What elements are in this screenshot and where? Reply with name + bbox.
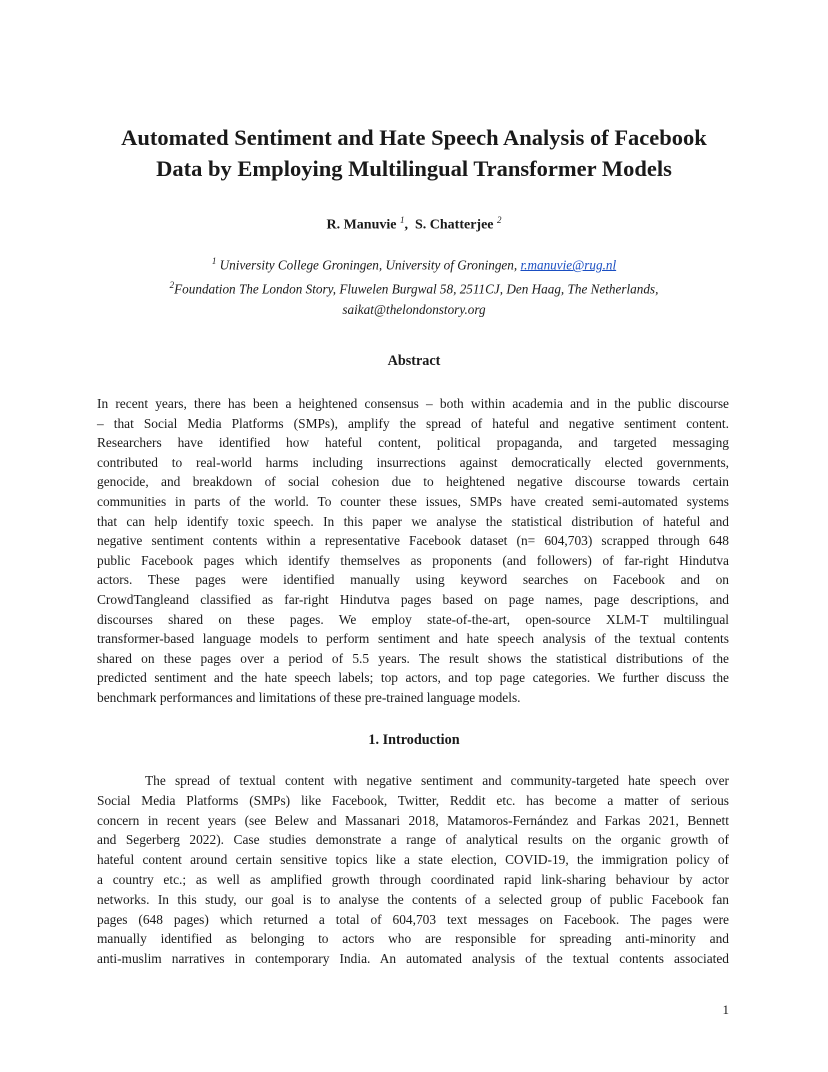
abstract-heading: Abstract xyxy=(387,353,441,369)
intro-line: The spread of textual content with negative sentiment and community-targeted hate speech over xyxy=(145,773,729,788)
affiliation-marker: 1 xyxy=(399,215,405,225)
affiliations xyxy=(60,251,768,320)
abstract-line: shared on these pages over a period of 5.5 years. The result shows the statistical distributions of the xyxy=(97,650,729,666)
abstract-line: – that Social Media Platforms (SMPs), amplify the spread of hateful and negative sentiment content. xyxy=(97,415,729,431)
affiliation-marker: 1 xyxy=(211,256,217,266)
introduction-body xyxy=(97,771,729,969)
page-number: 1 xyxy=(722,1002,729,1017)
intro-line: concern in recent years (see Belew and Massanari 2018, Matamoros-Fernández and Farkas 2021, Bennett xyxy=(97,812,729,828)
abstract-line: genocide, and breakdown of social cohesion due to heightened negative discourse towards certain xyxy=(97,474,729,490)
intro-line: pages (648 pages) which returned a total of 604,703 text messages on Facebook. The pages were xyxy=(97,911,729,927)
affiliation-marker: 2 xyxy=(497,215,502,225)
abstract-line: communities in parts of the world. To counter these issues, SMPs have created semi-automated systems xyxy=(97,493,729,509)
affiliation-line xyxy=(60,251,768,275)
section-heading-introduction: 1. Introduction xyxy=(368,732,460,748)
intro-line: manually identified as belonging to actors who are responsible for spreading anti-minority and xyxy=(97,931,729,947)
intro-line: anti-muslim narratives in contemporary India. An automated analysis of the textual contents associated xyxy=(97,951,729,967)
abstract-body xyxy=(97,394,729,708)
abstract-line: contributed to real-world harms including insurrections against democratically elected governments, xyxy=(97,454,729,470)
abstract-line: Researchers have identified how hateful content, political propaganda, and targeted messaging xyxy=(97,435,729,451)
author-name: S. Chatterjee xyxy=(414,217,494,233)
title-line: Data by Employing Multilingual Transformer Models xyxy=(156,156,672,181)
abstract-line: In recent years, there has been a heightened consensus – both within academia and in the public discourse xyxy=(97,396,729,411)
author-separator: , xyxy=(404,217,408,233)
abstract-line: that can help identify toxic speech. In this paper we analyse the statistical distribution of hateful and xyxy=(97,513,729,529)
author-list xyxy=(60,210,768,236)
abstract-line: public Facebook pages which identify themselves as proponents (and followers) of far-right Hindutva xyxy=(97,552,729,568)
title-line: Automated Sentiment and Hate Speech Analysis of Facebook xyxy=(121,125,707,150)
affiliation-text: Foundation The London Story, Fluwelen Burgwal 58, 2511CJ, Den Haag, The Netherlands, xyxy=(174,281,659,297)
affiliation-line xyxy=(60,300,768,320)
abstract-line: predicted sentiment and the hate speech labels; top actors, and top page categories. We further discuss the xyxy=(97,670,729,686)
affiliation-line xyxy=(60,275,768,299)
abstract-line: transformer-based language models to perform sentiment and hate speech analysis of the textual contents xyxy=(97,631,729,647)
intro-line: networks. In this study, our goal is to analyse the contents of a selected group of public Facebook fan xyxy=(97,891,729,907)
paper-title xyxy=(60,122,768,184)
email-text: saikat@thelondonstory.org xyxy=(342,301,486,317)
abstract-line: negative sentiment contents within a representative Facebook dataset (n= 604,703) scrapped through 648 xyxy=(97,533,729,549)
affiliation-text: University College Groningen, University of Groningen, xyxy=(219,257,518,273)
affiliation-marker: 2 xyxy=(169,280,175,291)
abstract-line: discourses shared on these pages. We employ state-of-the-art, open-source XLM-T multilingual xyxy=(97,611,729,627)
abstract-line: benchmark performances and limitations of these pre-trained language models. xyxy=(97,689,521,705)
intro-line: Social Media Platforms (SMPs) like Facebook, Twitter, Reddit etc. has become a matter of serious xyxy=(97,792,729,808)
email-link[interactable]: r.manuvie@rug.nl xyxy=(520,257,617,273)
abstract-line: actors. These pages were identified manually using keyword searches on Facebook and on xyxy=(97,572,729,588)
author-name: R. Manuvie xyxy=(326,217,397,233)
intro-line: a country etc.; as well as amplified growth through coordinated rapid link-sharing behaviour by actor xyxy=(97,871,729,887)
abstract-line: CrowdTangleand classified as far-right Hindutva pages based on page names, page descriptions, and xyxy=(97,591,729,607)
intro-line: hateful content around certain sensitive topics like a state election, COVID-19, the immigration policy of xyxy=(97,852,729,868)
intro-line: and Segerberg 2022). Case studies demonstrate a range of analytical results on the organic growth of xyxy=(97,832,729,848)
